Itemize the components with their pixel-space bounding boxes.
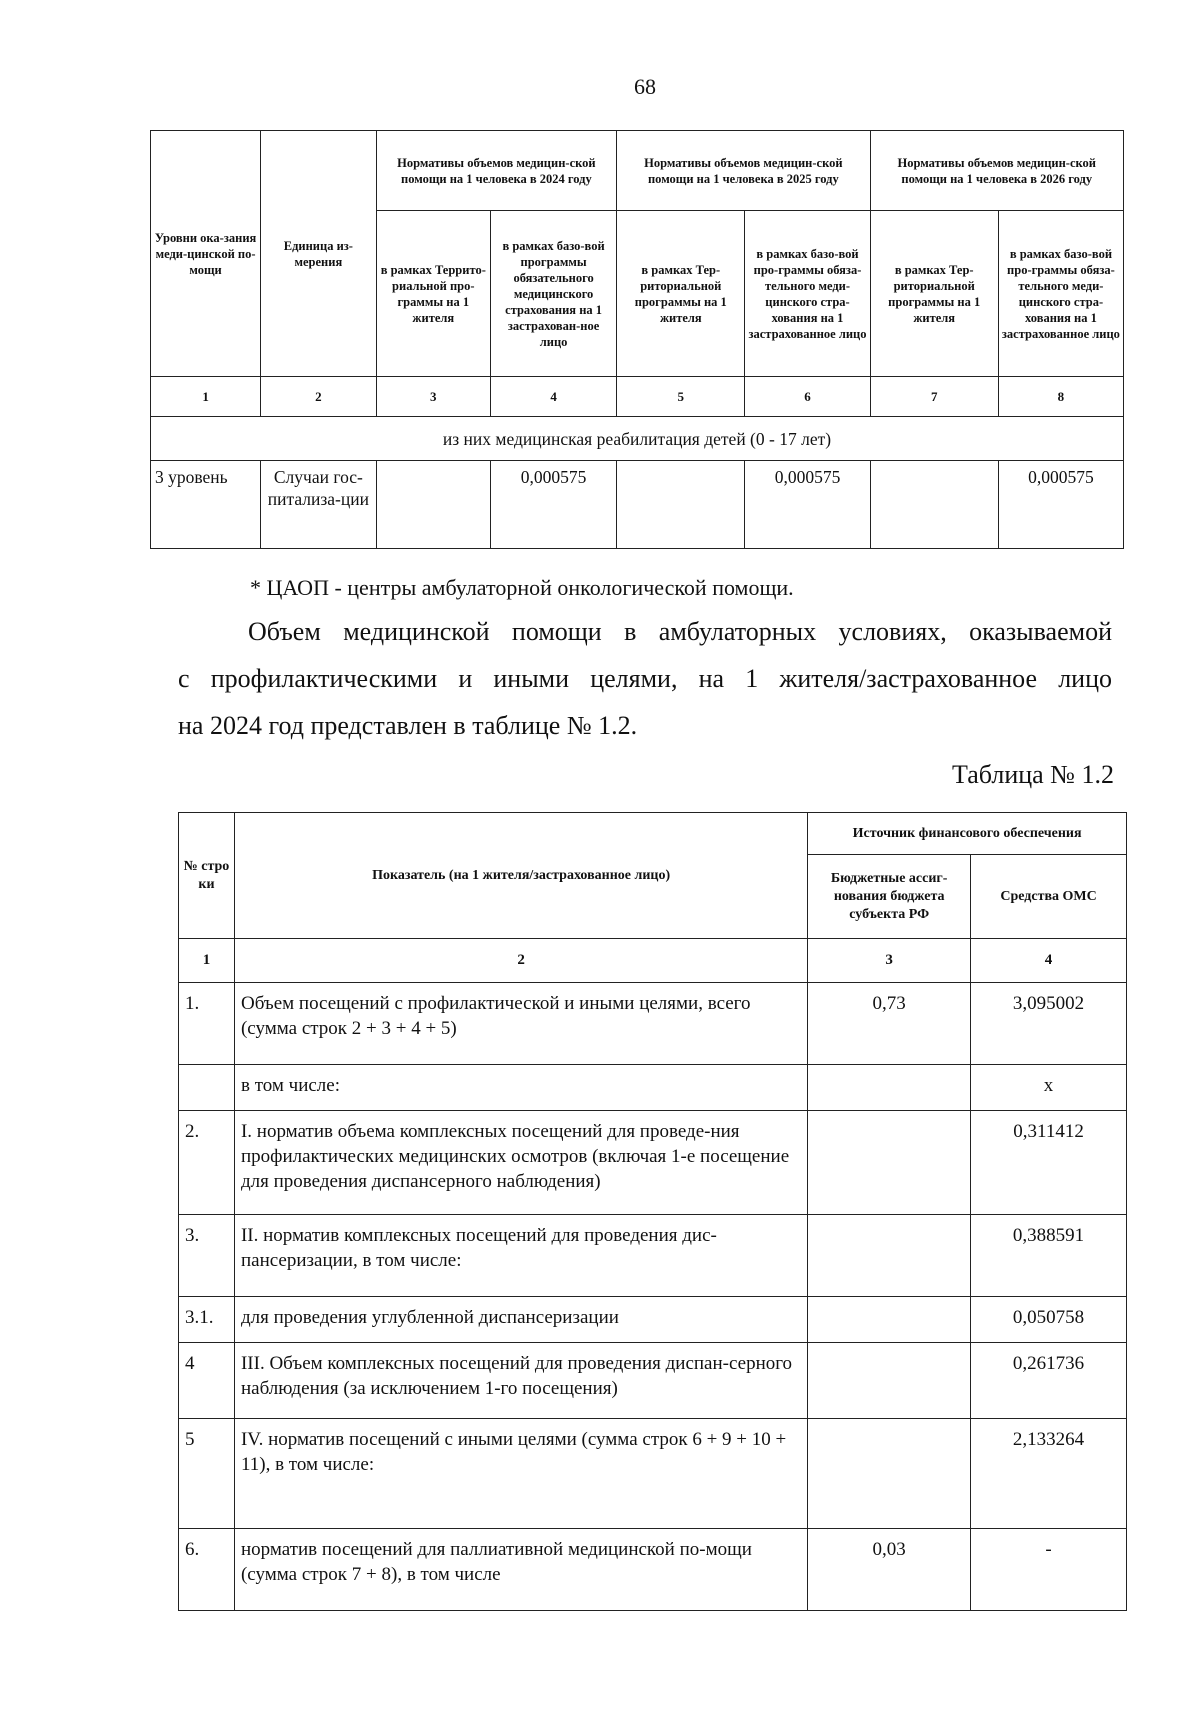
budget-value	[808, 1419, 971, 1529]
col-header-budget: Бюджетные ассиг-нования бюджета субъекта РФ	[808, 855, 971, 939]
budget-value: 0,03	[808, 1529, 971, 1611]
section-title: из них медицинская реабилитация детей (0 - 17 лет)	[151, 417, 1124, 461]
col-number: 4	[971, 939, 1127, 983]
body-paragraph	[178, 608, 1112, 749]
budget-value	[808, 1065, 971, 1111]
table-row	[179, 1343, 1127, 1419]
col-header-oms: Средства ОМС	[971, 855, 1127, 939]
table-row	[179, 1419, 1127, 1529]
paragraph-line: на 2024 год представлен в таблице № 1.2.	[178, 711, 638, 740]
indicator-text: в том числе:	[234, 1065, 807, 1111]
sub-header-2026-oms: в рамках базо-вой про-граммы обяза-тельного меди-цинского стра-хования на 1 застрахованное лицо	[998, 211, 1123, 377]
value-2026-oms: 0,000575	[998, 461, 1123, 549]
budget-value	[808, 1111, 971, 1215]
col-number: 5	[617, 377, 745, 417]
indicator-text: I. норматив объема комплексных посещений для проведе-ния профилактических медицинских осмотров (включая 1-е посещение для проведения диспансерного наблюдения)	[234, 1111, 807, 1215]
group-header-2026: Нормативы объемов медицин-ской помощи на 1 человека в 2026 году	[870, 131, 1123, 211]
oms-value: 2,133264	[971, 1419, 1127, 1529]
row-number: 1.	[179, 983, 235, 1065]
sub-header-2026-territorial: в рамках Тер-риториальной программы на 1 жителя	[870, 211, 998, 377]
budget-value	[808, 1343, 971, 1419]
row-number	[179, 1065, 235, 1111]
norms-table	[150, 130, 1124, 549]
col-number: 1	[151, 377, 261, 417]
table-row	[179, 1297, 1127, 1343]
budget-value: 0,73	[808, 983, 971, 1065]
col-header-unit: Единица из-мерения	[261, 131, 376, 377]
table-row	[179, 1529, 1127, 1611]
value-2026-territorial	[870, 461, 998, 549]
indicator-text: IV. норматив посещений с иными целями (сумма строк 6 + 9 + 10 + 11), в том числе:	[234, 1419, 807, 1529]
oms-value: 0,050758	[971, 1297, 1127, 1343]
paragraph-line: Объем медицинской помощи в амбулаторных условиях, оказываемой	[248, 617, 1112, 646]
paragraph-line: с профилактическими и иными целями, на 1 жителя/застрахованное лицо	[178, 664, 1112, 693]
col-number: 6	[745, 377, 870, 417]
footnote: * ЦАОП - центры амбулаторной онкологической помощи.	[250, 575, 794, 600]
row-number: 3.	[179, 1215, 235, 1297]
col-number: 8	[998, 377, 1123, 417]
visits-table	[178, 812, 1127, 1611]
budget-value	[808, 1215, 971, 1297]
table-row	[179, 983, 1127, 1065]
oms-value: x	[971, 1065, 1127, 1111]
col-number: 7	[870, 377, 998, 417]
indicator-text: для проведения углубленной диспансеризации	[234, 1297, 807, 1343]
oms-value: 0,311412	[971, 1111, 1127, 1215]
oms-value: 0,261736	[971, 1343, 1127, 1419]
group-header-2024: Нормативы объемов медицин-ской помощи на 1 человека в 2024 году	[376, 131, 617, 211]
group-header-2025: Нормативы объемов медицин-ской помощи на 1 человека в 2025 году	[617, 131, 870, 211]
row-number: 2.	[179, 1111, 235, 1215]
col-header-row-number: № стро ки	[179, 813, 235, 939]
col-number: 1	[179, 939, 235, 983]
value-2024-territorial	[376, 461, 490, 549]
sub-header-2025-territorial: в рамках Тер-риториальной программы на 1 жителя	[617, 211, 745, 377]
budget-value	[808, 1297, 971, 1343]
indicator-text: II. норматив комплексных посещений для проведения дис-пансеризации, в том числе:	[234, 1215, 807, 1297]
table-caption: Таблица № 1.2	[951, 760, 1114, 789]
oms-value: 3,095002	[971, 983, 1127, 1065]
table-row	[179, 1065, 1127, 1111]
sub-header-2025-oms: в рамках базо-вой про-граммы обяза-тельного меди-цинского стра-хования на 1 застрахованное лицо	[745, 211, 870, 377]
oms-value: -	[971, 1529, 1127, 1611]
indicator-text: норматив посещений для паллиативной медицинской по-мощи (сумма строк 7 + 8), в том числе	[234, 1529, 807, 1611]
row-number: 5	[179, 1419, 235, 1529]
oms-value: 0,388591	[971, 1215, 1127, 1297]
page-number: 68	[634, 74, 656, 99]
col-number: 2	[261, 377, 376, 417]
value-2024-oms: 0,000575	[491, 461, 617, 549]
indicator-text: Объем посещений с профилактической и иными целями, всего (сумма строк 2 + 3 + 4 + 5)	[234, 983, 807, 1065]
col-header-funding-source: Источник финансового обеспечения	[808, 813, 1127, 855]
table-row	[179, 1215, 1127, 1297]
sub-header-2024-oms: в рамках базо-вой программы обязательного медицинского страхования на 1 застрахован-ное лицо	[491, 211, 617, 377]
value-2025-oms: 0,000575	[745, 461, 870, 549]
row-number: 3.1.	[179, 1297, 235, 1343]
sub-header-2024-territorial: в рамках Террито-риальной про-граммы на 1 жителя	[376, 211, 490, 377]
measure-unit: Случаи гос-питализа-ции	[261, 461, 376, 549]
indicator-text: III. Объем комплексных посещений для проведения диспан-серного наблюдения (за исключением 1-го посещения)	[234, 1343, 807, 1419]
col-header-indicator: Показатель (на 1 жителя/застрахованное лицо)	[234, 813, 807, 939]
value-2025-territorial	[617, 461, 745, 549]
care-level: 3 уровень	[151, 461, 261, 549]
table-row	[179, 1111, 1127, 1215]
col-header-levels: Уровни ока-зания меди-цинской по-мощи	[151, 131, 261, 377]
col-number: 4	[491, 377, 617, 417]
col-number: 3	[808, 939, 971, 983]
row-number: 4	[179, 1343, 235, 1419]
row-number: 6.	[179, 1529, 235, 1611]
col-number: 3	[376, 377, 490, 417]
col-number: 2	[234, 939, 807, 983]
